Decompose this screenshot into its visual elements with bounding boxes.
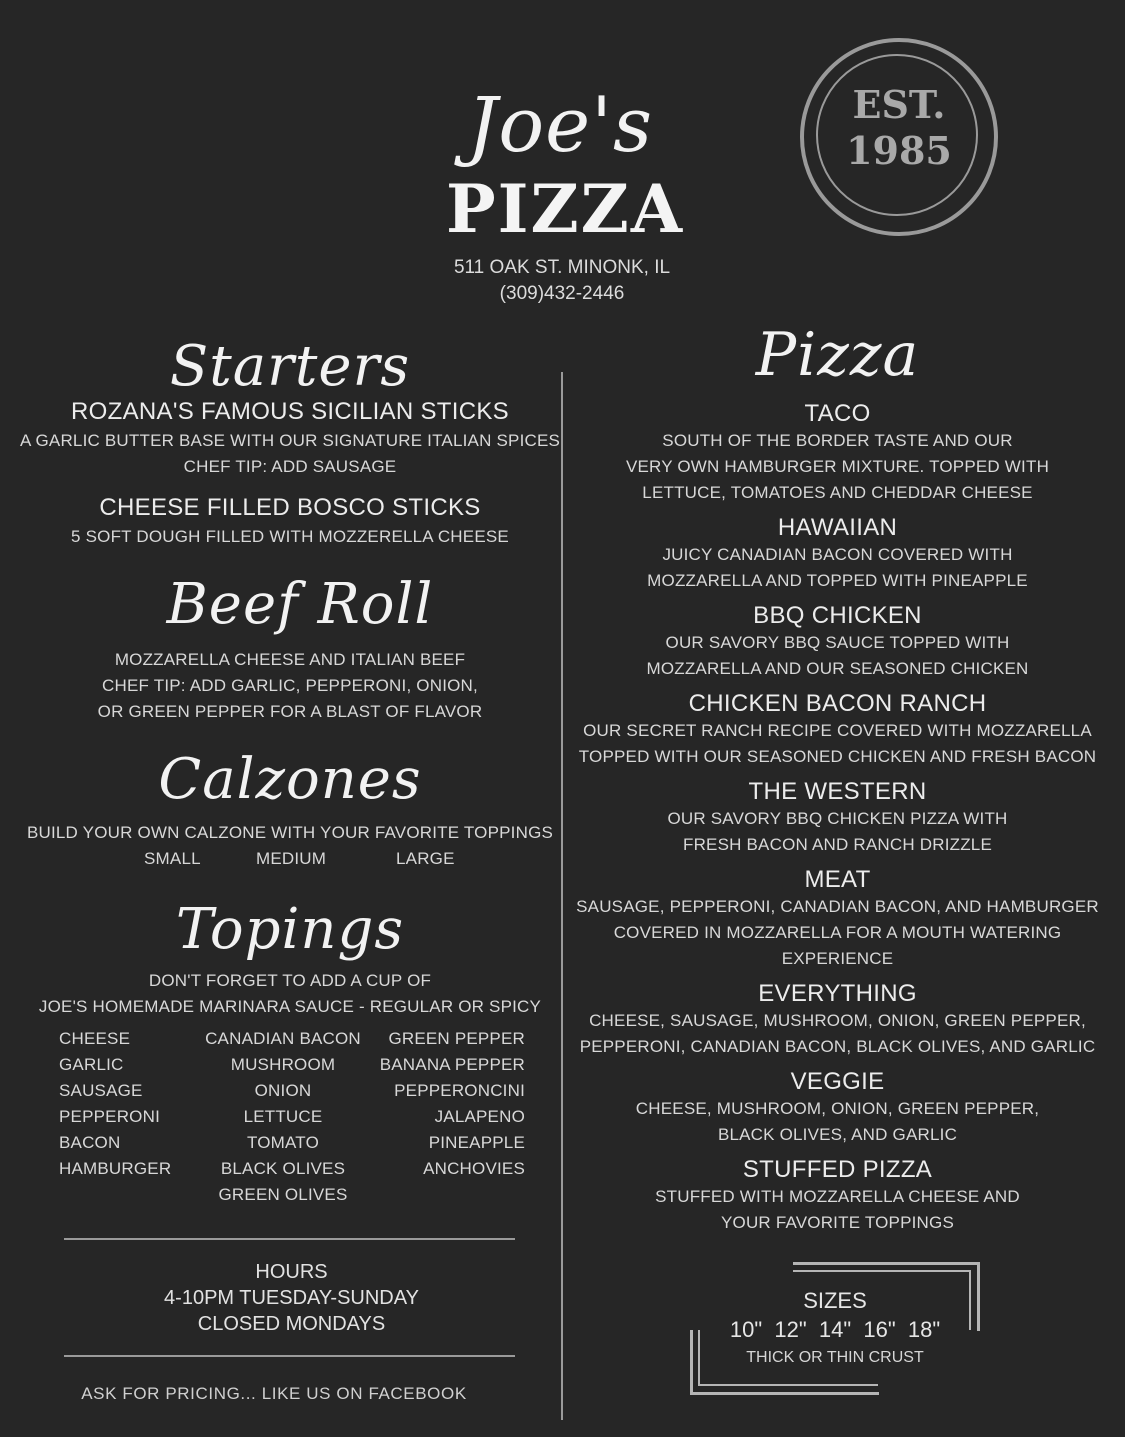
starter-item-name: CHEESE FILLED BOSCO STICKS [99,494,481,521]
toppings-note: JOE'S HOMEMADE MARINARA SAUCE - REGULAR OR SPICY [38,997,542,1016]
pizza-name: THE WESTERN [748,778,927,805]
topping-item: GREEN OLIVES [218,1185,348,1204]
pizza-item [575,1068,1100,1148]
pizza-desc: STUFFED WITH MOZZARELLA CHEESE AND [655,1187,1020,1206]
starter-item-desc: 5 SOFT DOUGH FILLED WITH MOZZERELLA CHEESE [71,527,509,546]
topping-item: GARLIC [59,1055,124,1074]
footer-note: ASK FOR PRICING... LIKE US ON FACEBOOK [81,1384,467,1403]
toppings-column-3 [365,1026,525,1182]
topping-item: JALAPENO [434,1107,525,1126]
hours-closed: CLOSED MONDAYS [197,1313,386,1335]
toppings-column-2 [193,1026,373,1208]
pizza-name: HAWAIIAN [777,514,898,541]
pizza-item [575,602,1100,682]
beef-roll-title: Beef Roll [166,572,434,637]
beef-roll-desc: OR GREEN PEPPER FOR A BLAST OF FLAVOR [97,702,483,721]
logo-pizza-text: PIZZA [445,170,685,248]
pizza-desc: VERY OWN HAMBURGER MIXTURE. TOPPED WITH [625,457,1050,476]
pizza-desc: SOUTH OF THE BORDER TASTE AND OUR [662,431,1013,450]
est-stamp [800,38,998,236]
hours-divider-top [64,1238,515,1240]
hours-title: HOURS [255,1261,328,1283]
pizza-desc: OUR SECRET RANCH RECIPE COVERED WITH MOZZARELLA [583,721,1092,740]
pizza-name: TACO [804,400,871,427]
pizza-desc: BLACK OLIVES, AND GARLIC [717,1125,958,1144]
topping-item: CANADIAN BACON [205,1029,361,1048]
pizza-desc: SAUSAGE, PEPPERONI, CANADIAN BACON, AND HAMBURGER [576,897,1099,916]
pizza-desc: MOZZARELLA AND TOPPED WITH PINEAPPLE [647,571,1028,590]
pizza-desc: TOPPED WITH OUR SEASONED CHICKEN AND FRESH BACON [578,747,1097,766]
starters-title: Starters [169,334,411,399]
sizes-title: SIZES [803,1288,867,1313]
pizza-name: VEGGIE [790,1068,885,1095]
toppings-note: DON'T FORGET TO ADD A CUP OF [148,971,432,990]
pizza-name: EVERYTHING [758,980,917,1007]
calzones-desc: BUILD YOUR OWN CALZONE WITH YOUR FAVORITE TOPPINGS [26,823,554,842]
topping-item: BLACK OLIVES [220,1159,346,1178]
topping-item: ANCHOVIES [423,1159,525,1178]
starter-item-name: ROZANA'S FAMOUS SICILIAN STICKS [71,398,509,425]
topping-item: PINEAPPLE [428,1133,525,1152]
calzones-title: Calzones [158,747,422,812]
pizza-desc: COVERED IN MOZZARELLA FOR A MOUTH WATERING EXPERIENCE [613,923,1062,968]
pizza-name: STUFFED PIZZA [742,1156,933,1183]
pizza-item [575,778,1100,858]
pizza-desc: CHEESE, MUSHROOM, ONION, GREEN PEPPER, [635,1099,1040,1118]
pizza-title: Pizza [755,320,920,390]
toppings-title: Topings [175,897,405,962]
starter-item-desc: A GARLIC BUTTER BASE WITH OUR SIGNATURE ITALIAN SPICES [19,431,561,450]
pizza-desc: OUR SAVORY BBQ SAUCE TOPPED WITH [665,633,1010,652]
pizza-name: MEAT [804,866,871,893]
beef-roll-desc: MOZZARELLA CHEESE AND ITALIAN BEEF [114,650,466,669]
hours-days: 4-10PM TUESDAY-SUNDAY [164,1287,419,1309]
topping-item: BACON [59,1133,121,1152]
pizza-desc: LETTUCE, TOMATOES AND CHEDDAR CHEESE [642,483,1033,502]
topping-item: LETTUCE [243,1107,323,1126]
topping-item: PEPPERONCINI [394,1081,525,1100]
pizza-name: CHICKEN BACON RANCH [688,690,987,717]
pizza-desc: MOZZARELLA AND OUR SEASONED CHICKEN [646,659,1029,678]
stamp-text [804,82,994,174]
pizza-item [575,1156,1100,1236]
pizza-desc: JUICY CANADIAN BACON COVERED WITH [662,545,1013,564]
pizza-item [575,980,1100,1060]
calzone-size-medium: MEDIUM [256,849,327,868]
pizza-name: BBQ CHICKEN [753,602,922,629]
topping-item: MUSHROOM [230,1055,336,1074]
sizes-crust: THICK OR THIN CRUST [746,1349,924,1366]
topping-item: ONION [254,1081,312,1100]
pizza-item [575,400,1100,506]
address: 511 OAK ST. MINONK, IL [453,257,671,278]
starter-item-desc: CHEF TIP: ADD SAUSAGE [183,457,397,476]
pizza-item [575,690,1100,770]
pizza-desc: FRESH BACON AND RANCH DRIZZLE [682,835,992,854]
phone: (309)432-2446 [499,283,625,304]
topping-item: BANANA PEPPER [379,1055,525,1074]
pizza-desc: OUR SAVORY BBQ CHICKEN PIZZA WITH [667,809,1008,828]
calzone-size-large: LARGE [396,849,455,868]
calzone-size-small: SMALL [144,849,201,868]
hours-divider-bottom [64,1355,515,1357]
pizza-item [575,514,1100,594]
sizes-values: 10" 12" 14" 16" 18" [729,1317,941,1342]
topping-item: SAUSAGE [59,1081,143,1100]
beef-roll-desc: CHEF TIP: ADD GARLIC, PEPPERONI, ONION, [102,676,478,695]
pizza-desc: CHEESE, SAUSAGE, MUSHROOM, ONION, GREEN PEPPER, [589,1011,1086,1030]
stamp-year: 1985 [846,128,952,173]
stamp-est: EST. [852,82,946,127]
topping-item: GREEN PEPPER [388,1029,525,1048]
topping-item: PEPPERONI [59,1107,160,1126]
topping-item: TOMATO [246,1133,320,1152]
topping-item: CHEESE [59,1029,131,1048]
pizza-desc: YOUR FAVORITE TOPPINGS [720,1213,954,1232]
topping-item: HAMBURGER [59,1159,172,1178]
logo-joes-text: Joe's [466,80,654,169]
pizza-item [575,866,1100,972]
pizza-list [575,400,1100,1236]
pizza-desc: PEPPERONI, CANADIAN BACON, BLACK OLIVES, AND GARLIC [579,1037,1096,1056]
